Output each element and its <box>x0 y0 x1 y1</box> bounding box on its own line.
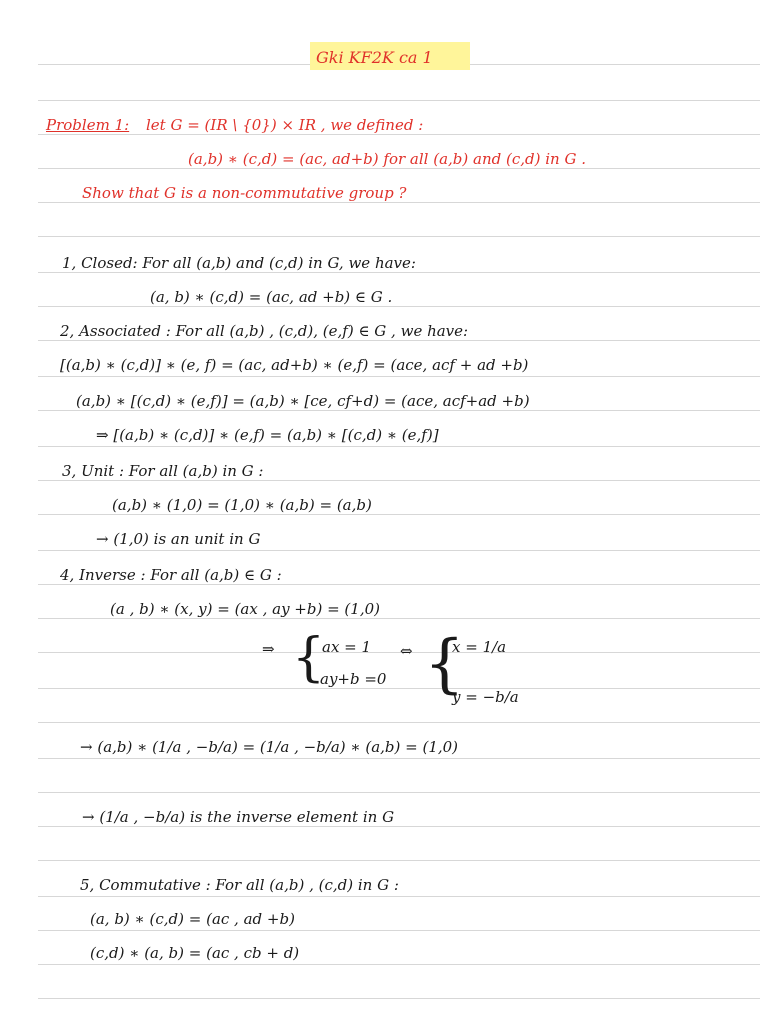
ruled-line <box>38 480 760 481</box>
system-right-2: y = −b/a <box>452 688 519 706</box>
ruled-line <box>38 410 760 411</box>
ruled-line <box>38 652 760 653</box>
assoc-equation-2: (a,b) ∗ [(c,d) ∗ (e,f)] = (a,b) ∗ [ce, cf+d) = (ace, acf+ad +b) <box>76 392 530 410</box>
ruled-line <box>38 272 760 273</box>
commutative-equation-2: (c,d) ∗ (a, b) = (ac , cb + d) <box>90 944 300 962</box>
unit-title: 3, Unit : For all (a,b) in G : <box>62 462 264 480</box>
assoc-equation-3: ⇒ [(a,b) ∗ (c,d)] ∗ (e,f) = (a,b) ∗ [(c,d) ∗ (e,f)] <box>96 426 439 444</box>
ruled-line <box>38 340 760 341</box>
system-left-2: ay+b =0 <box>320 670 387 688</box>
implies-arrow: ⇒ <box>262 640 275 658</box>
closed-title: 1, Closed: For all (a,b) and (c,d) in G, we have: <box>62 254 416 272</box>
assoc-title: 2, Associated : For all (a,b) , (c,d), (e,f) ∈ G , we have: <box>60 322 469 340</box>
ruled-line <box>38 376 760 377</box>
ruled-line <box>38 998 760 999</box>
ruled-line <box>38 930 760 931</box>
commutative-equation-1: (a, b) ∗ (c,d) = (ac , ad +b) <box>90 910 295 928</box>
unit-conclusion: → (1,0) is an unit in G <box>96 530 261 548</box>
equivalence-arrow: ⇔ <box>400 642 413 660</box>
ruled-line <box>38 758 760 759</box>
ruled-line <box>38 792 760 793</box>
inverse-equation: (a , b) ∗ (x, y) = (ax , ay +b) = (1,0) <box>110 600 380 618</box>
ruled-line <box>38 168 760 169</box>
unit-equation: (a,b) ∗ (1,0) = (1,0) ∗ (a,b) = (a,b) <box>112 496 372 514</box>
ruled-line <box>38 688 760 689</box>
commutative-title: 5, Commutative : For all (a,b) , (c,d) in G : <box>80 876 399 894</box>
right-brace: { <box>424 627 465 701</box>
ruled-line <box>38 514 760 515</box>
ruled-line <box>38 896 760 897</box>
inverse-equation-2: → (a,b) ∗ (1/a , −b/a) = (1/a , −b/a) ∗ (a,b) = (1,0) <box>80 738 459 756</box>
assoc-equation-1: [(a,b) ∗ (c,d)] ∗ (e, f) = (ac, ad+b) ∗ (e,f) = (ace, acf + ad +b) <box>60 356 529 374</box>
inverse-conclusion: → (1/a , −b/a) is the inverse element in G <box>82 808 395 826</box>
ruled-line <box>38 550 760 551</box>
ruled-line <box>38 202 760 203</box>
closed-equation: (a, b) ∗ (c,d) = (ac, ad +b) ∈ G . <box>150 288 393 306</box>
ruled-line <box>38 826 760 827</box>
ruled-line <box>38 964 760 965</box>
ruled-line <box>38 236 760 237</box>
ruled-line <box>38 860 760 861</box>
page-title-highlight <box>310 42 470 70</box>
system-left-1: ax = 1 <box>322 638 372 656</box>
ruled-line <box>38 134 760 135</box>
inverse-title: 4, Inverse : For all (a,b) ∈ G : <box>60 566 282 584</box>
problem-line-1: let G = (IR \ {0}) × IR , we defined : <box>146 116 424 134</box>
system-right-1: x = 1/a <box>452 638 507 656</box>
ruled-line <box>38 584 760 585</box>
ruled-line <box>38 100 760 101</box>
problem-line-3: Show that G is a non-commutative group ? <box>82 184 407 202</box>
ruled-line <box>38 306 760 307</box>
problem-line-2: (a,b) ∗ (c,d) = (ac, ad+b) for all (a,b) and (c,d) in G . <box>188 150 586 168</box>
problem-label: Problem 1: <box>46 116 130 134</box>
ruled-line <box>38 446 760 447</box>
left-brace: { <box>292 628 326 688</box>
ruled-line <box>38 618 760 619</box>
ruled-line <box>38 722 760 723</box>
page-title: Gki KF2K ca 1 <box>316 48 433 67</box>
